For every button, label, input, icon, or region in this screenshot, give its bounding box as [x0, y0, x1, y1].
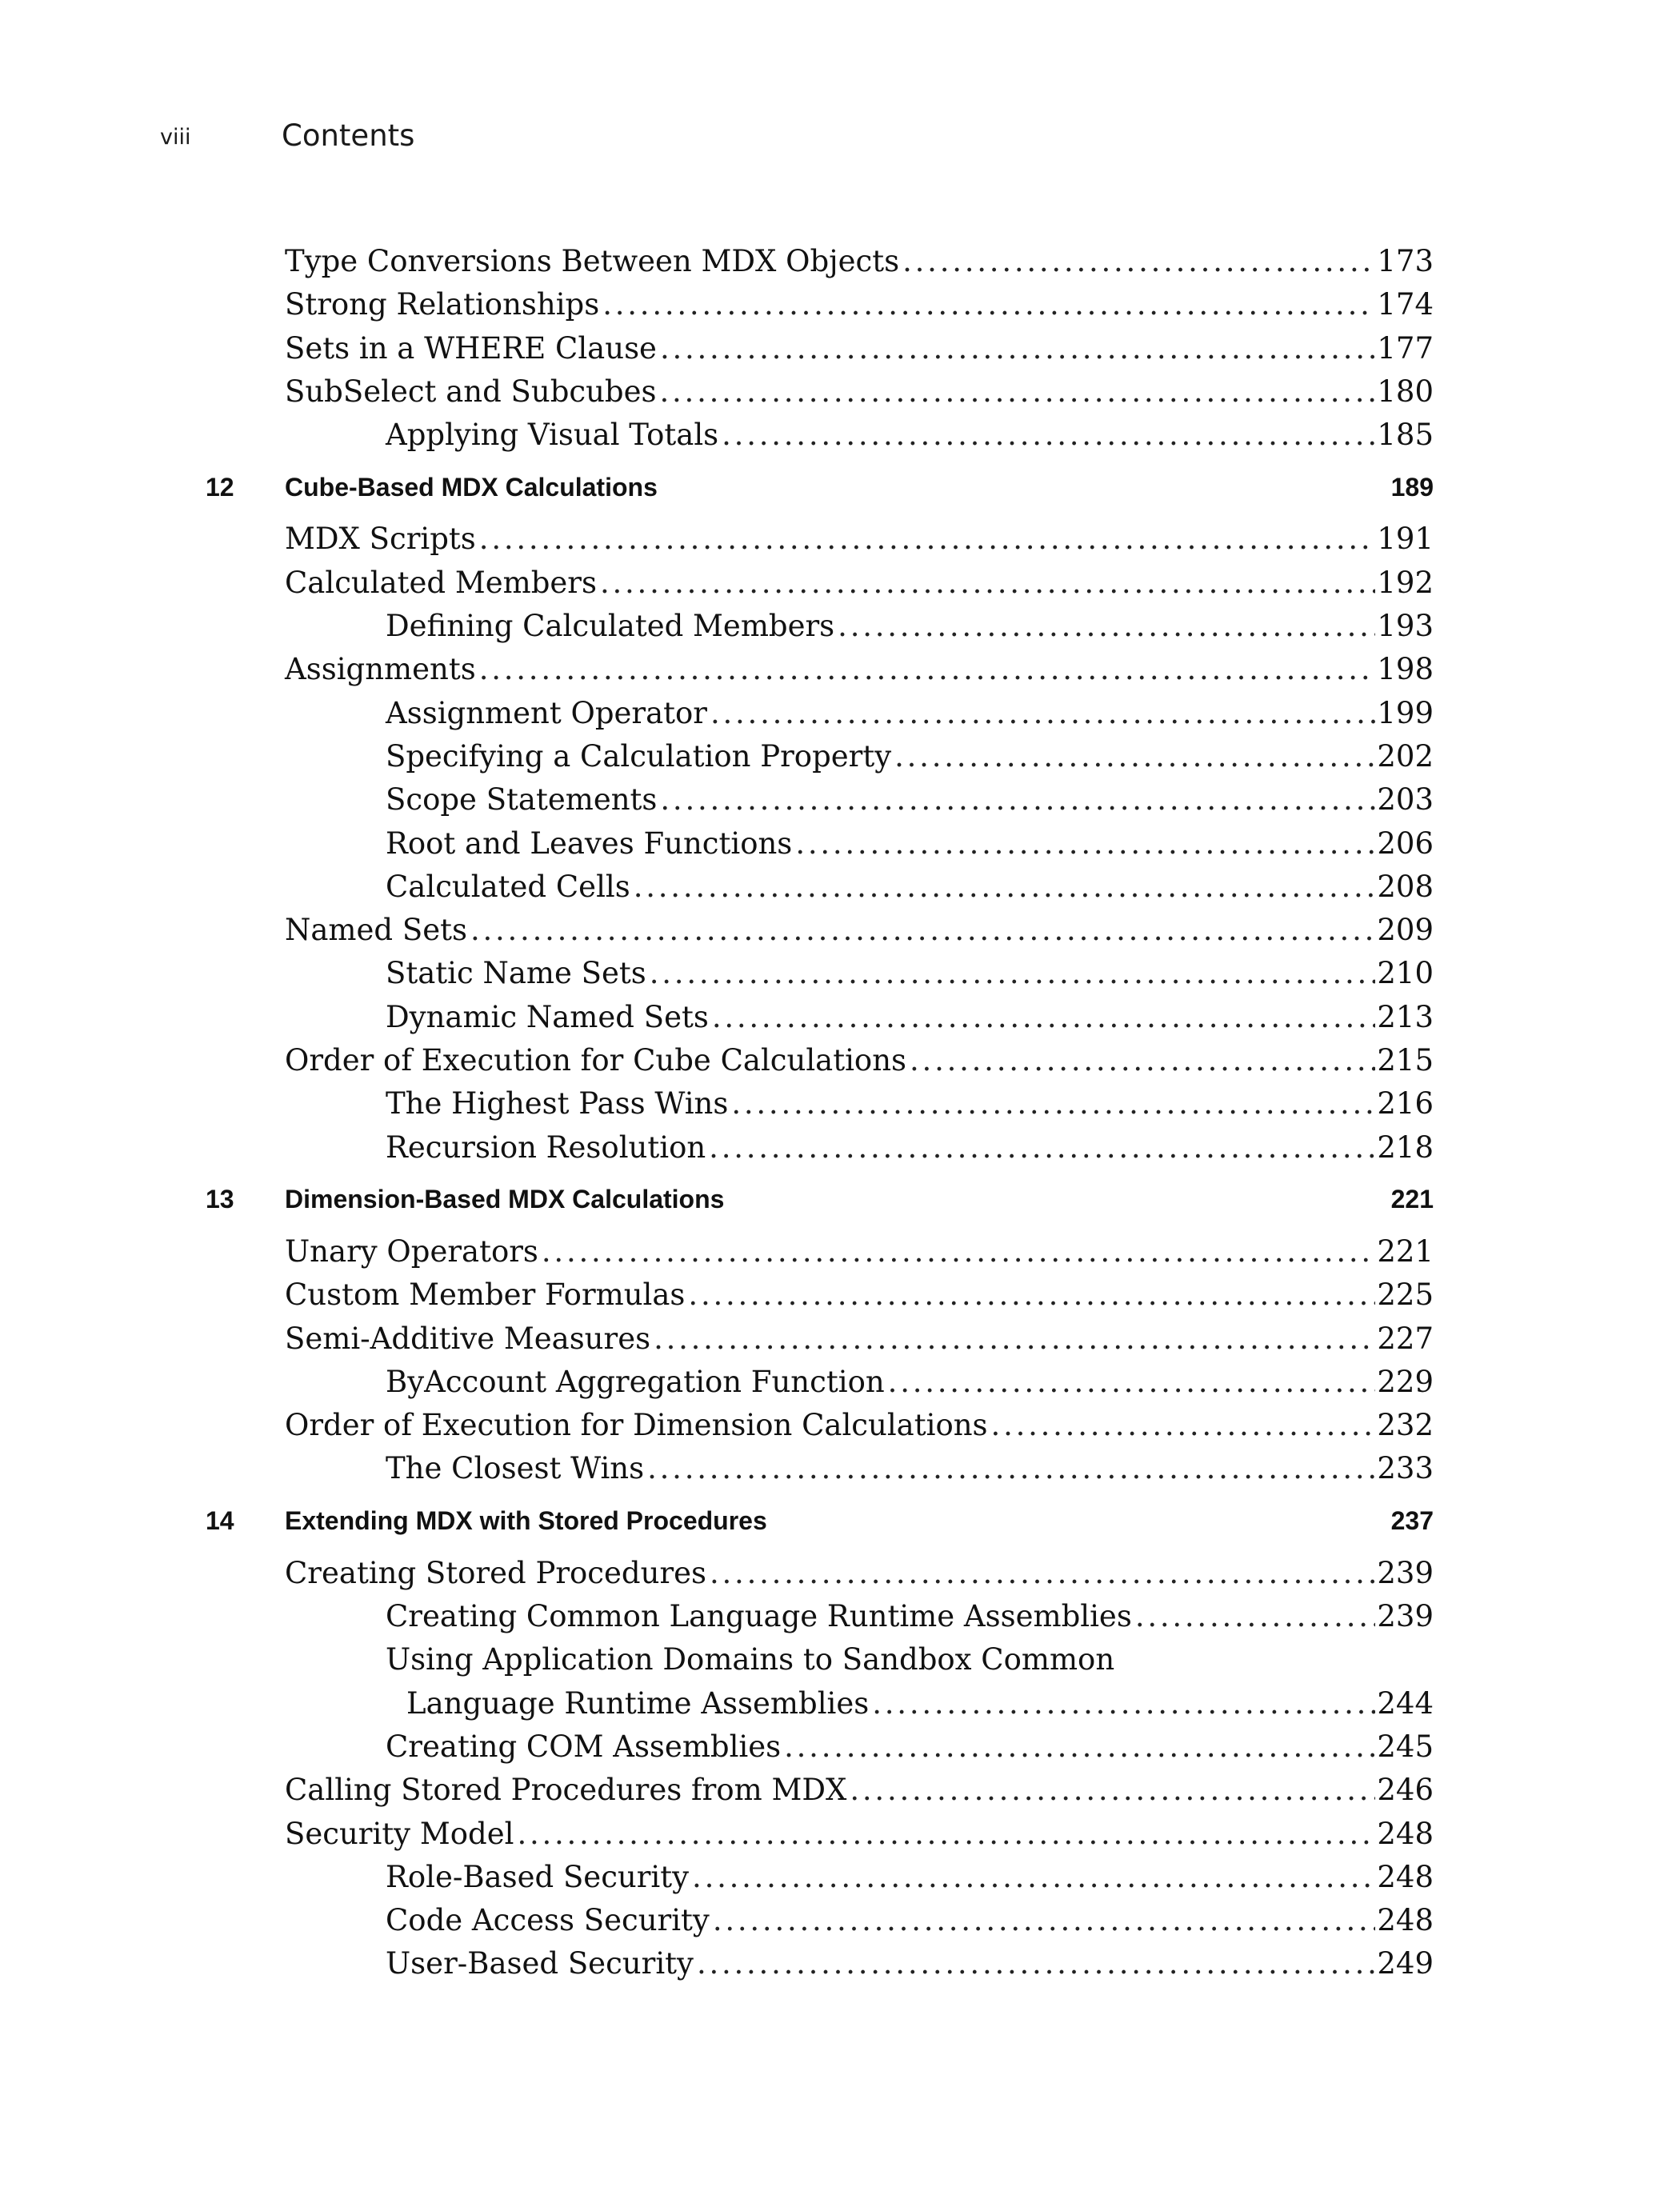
toc-entry-page: 185	[1377, 418, 1434, 453]
chapter-page: 189	[1390, 472, 1434, 502]
toc-entry-title: SubSelect and Subcubes	[285, 374, 657, 409]
toc-entry-title: Root and Leaves Functions	[386, 826, 793, 861]
toc-entry[interactable]	[285, 952, 1434, 995]
dot-leader	[688, 1273, 1375, 1317]
toc-entry-title: Semi-Additive Measures	[285, 1321, 651, 1356]
running-head: Contents	[282, 118, 415, 153]
dot-leader	[838, 605, 1375, 648]
toc-entry-title: Security Model	[285, 1816, 514, 1851]
toc-entry-page: 227	[1377, 1321, 1434, 1356]
dot-leader	[470, 909, 1375, 952]
toc-entry-page: 208	[1377, 869, 1434, 904]
chapter-heading[interactable]	[206, 1491, 1434, 1552]
dot-leader	[709, 1126, 1375, 1169]
toc-entry-page: 225	[1377, 1277, 1434, 1313]
toc-entry-title: Role-Based Security	[386, 1859, 690, 1894]
toc-entry-title: Specifying a Calculation Property	[386, 738, 892, 774]
toc-entry[interactable]	[285, 1725, 1434, 1769]
chapter-heading[interactable]	[206, 1169, 1434, 1230]
toc-entry-page: 249	[1377, 1946, 1434, 1981]
toc-entry-title: Defining Calculated Members	[386, 609, 835, 644]
toc-entry-page: 198	[1377, 652, 1434, 687]
toc-entry[interactable]	[285, 778, 1434, 822]
toc-entry-title: Applying Visual Totals	[386, 418, 719, 453]
toc-entry[interactable]	[285, 1813, 1434, 1856]
dot-leader	[731, 1082, 1375, 1125]
dot-leader	[542, 1230, 1375, 1273]
toc-entry-page: 246	[1377, 1773, 1434, 1808]
toc-entry-title: Assignment Operator	[386, 695, 707, 730]
dot-leader	[710, 1552, 1375, 1595]
toc-entry[interactable]	[285, 866, 1434, 909]
toc-entry-page: 248	[1377, 1903, 1434, 1938]
toc-entry[interactable]	[285, 240, 1434, 283]
toc-entry-page: 239	[1377, 1599, 1434, 1634]
toc-entry-page: 218	[1377, 1129, 1434, 1165]
toc-entry-page: 215	[1377, 1043, 1434, 1078]
toc-entry-continuation[interactable]	[285, 1682, 1434, 1725]
toc-entry[interactable]	[285, 370, 1434, 414]
toc-entry-title: Recursion Resolution	[386, 1129, 706, 1165]
toc-entry-title: The Closest Wins	[386, 1451, 645, 1486]
toc-entry-title: The Highest Pass Wins	[386, 1086, 729, 1121]
chapter-title: Extending MDX with Stored Procedures	[285, 1506, 767, 1536]
page-number: viii	[160, 125, 191, 150]
toc-entry-page: 180	[1377, 374, 1434, 409]
toc-entry-title: Assignments	[285, 652, 476, 687]
table-of-contents	[206, 240, 1434, 1986]
toc-entry-title: Creating Stored Procedures	[285, 1555, 707, 1590]
toc-entry[interactable]	[285, 1899, 1434, 1942]
toc-entry-page: 210	[1377, 956, 1434, 991]
toc-entry[interactable]	[285, 1039, 1434, 1082]
toc-entry[interactable]	[285, 1769, 1434, 1812]
toc-entry[interactable]	[285, 605, 1434, 648]
toc-entry-title: Static Name Sets	[386, 956, 646, 991]
toc-entry-title: Calculated Members	[285, 565, 597, 600]
dot-leader	[722, 414, 1375, 457]
toc-entry[interactable]	[285, 1447, 1434, 1490]
dot-leader	[654, 1317, 1375, 1361]
chapter-number: 13	[206, 1185, 234, 1214]
dot-leader	[692, 1856, 1375, 1899]
dot-leader	[888, 1361, 1376, 1404]
chapter-number: 12	[206, 472, 234, 502]
toc-entry-page: 216	[1377, 1086, 1434, 1121]
dot-leader	[712, 996, 1376, 1039]
toc-entry[interactable]	[285, 518, 1434, 561]
toc-entry-page: 239	[1377, 1555, 1434, 1590]
dot-leader	[713, 1899, 1376, 1942]
dot-leader	[710, 692, 1375, 735]
toc-entry-title: Order of Execution for Cube Calculations	[285, 1043, 907, 1078]
toc-entry-page: 191	[1377, 522, 1434, 557]
toc-entry-title: Code Access Security	[386, 1903, 710, 1938]
dot-leader	[872, 1682, 1375, 1725]
toc-entry-page: 233	[1377, 1451, 1434, 1486]
toc-entry[interactable]	[285, 1856, 1434, 1899]
toc-entry-title: MDX Scripts	[285, 522, 476, 557]
dot-leader	[517, 1813, 1375, 1856]
toc-entry[interactable]	[285, 1361, 1434, 1404]
chapter-page: 221	[1390, 1185, 1434, 1214]
toc-entry-page: 203	[1377, 782, 1434, 818]
chapter-number: 14	[206, 1506, 234, 1536]
toc-entry-page: 245	[1377, 1729, 1434, 1764]
toc-entry-title: Named Sets	[285, 913, 467, 948]
toc-entry[interactable]	[285, 1552, 1434, 1595]
dot-leader	[910, 1039, 1375, 1082]
dot-leader	[660, 778, 1375, 822]
toc-entry-page: 248	[1377, 1816, 1434, 1851]
toc-entry-page: 248	[1377, 1859, 1434, 1894]
toc-entry[interactable]	[285, 1317, 1434, 1361]
toc-entry[interactable]	[285, 1404, 1434, 1447]
toc-entry[interactable]	[285, 1230, 1434, 1273]
chapter-page: 237	[1390, 1506, 1434, 1536]
toc-entry[interactable]	[285, 648, 1434, 691]
dot-leader	[602, 283, 1375, 326]
dot-leader	[650, 952, 1376, 995]
toc-entry[interactable]	[285, 1942, 1434, 1985]
toc-entry[interactable]	[285, 1273, 1434, 1317]
toc-entry-page: 199	[1377, 695, 1434, 730]
toc-entry[interactable]	[285, 996, 1434, 1039]
toc-entry-title: Language Runtime Assemblies	[406, 1685, 870, 1721]
dot-leader	[697, 1942, 1375, 1985]
toc-entry-title: Scope Statements	[386, 782, 658, 818]
dot-leader	[894, 735, 1375, 778]
toc-entry-page: 229	[1377, 1364, 1434, 1399]
toc-entry[interactable]	[285, 909, 1434, 952]
toc-entry-title: User-Based Security	[386, 1946, 694, 1981]
toc-entry-title: Order of Execution for Dimension Calculations	[285, 1408, 988, 1443]
toc-entry-page: 206	[1377, 826, 1434, 861]
chapter-heading[interactable]	[206, 457, 1434, 518]
toc-entry[interactable]	[285, 735, 1434, 778]
dot-leader	[660, 327, 1375, 370]
toc-entry[interactable]	[285, 283, 1434, 326]
toc-entry-title: Dynamic Named Sets	[386, 999, 709, 1034]
dot-leader	[784, 1725, 1375, 1769]
toc-entry-page: 209	[1377, 913, 1434, 948]
toc-entry[interactable]	[285, 1126, 1434, 1169]
toc-entry-page: 213	[1377, 999, 1434, 1034]
toc-entry[interactable]	[285, 414, 1434, 457]
dot-leader	[634, 866, 1376, 909]
toc-entry-page: 177	[1377, 330, 1434, 366]
toc-entry-title: Sets in a WHERE Clause	[285, 330, 657, 366]
toc-entry-page: 192	[1377, 565, 1434, 600]
toc-entry-page: 232	[1377, 1408, 1434, 1443]
dot-leader	[902, 240, 1375, 283]
chapter-title: Cube-Based MDX Calculations	[285, 472, 658, 502]
toc-entry-title: Custom Member Formulas	[285, 1277, 686, 1313]
dot-leader	[647, 1447, 1375, 1490]
toc-entry[interactable]	[285, 1638, 1434, 1681]
toc-entry[interactable]	[285, 1082, 1434, 1125]
toc-entry-page: 202	[1377, 738, 1434, 774]
toc-entry[interactable]	[285, 327, 1434, 370]
toc-entry-title: Type Conversions Between MDX Objects	[285, 244, 900, 278]
toc-entry[interactable]	[285, 562, 1434, 605]
toc-entry-title: ByAccount Aggregation Function	[386, 1364, 885, 1399]
dot-leader	[479, 648, 1376, 691]
toc-entry-title: Creating COM Assemblies	[386, 1729, 782, 1764]
dot-leader	[850, 1769, 1375, 1812]
dot-leader	[795, 822, 1375, 866]
toc-entry-title: Using Application Domains to Sandbox Common	[386, 1642, 1115, 1677]
toc-entry[interactable]	[285, 822, 1434, 866]
dot-leader	[660, 370, 1376, 414]
dot-leader	[1135, 1595, 1376, 1638]
toc-entry-page: 193	[1377, 609, 1434, 644]
chapter-title: Dimension-Based MDX Calculations	[285, 1185, 725, 1214]
toc-entry-page: 174	[1377, 287, 1434, 322]
toc-entry-page: 173	[1377, 244, 1434, 278]
dot-leader	[600, 562, 1375, 605]
toc-entry[interactable]	[285, 1595, 1434, 1638]
toc-entry-page: 244	[1377, 1685, 1434, 1721]
toc-entry-page: 221	[1377, 1233, 1434, 1269]
toc-entry-title: Strong Relationships	[285, 287, 600, 322]
toc-entry-title: Unary Operators	[285, 1233, 538, 1269]
dot-leader	[479, 518, 1376, 561]
toc-entry-title: Calculated Cells	[386, 869, 630, 904]
toc-entry-title: Calling Stored Procedures from MDX	[285, 1773, 847, 1808]
dot-leader	[991, 1404, 1376, 1447]
toc-entry[interactable]	[285, 692, 1434, 735]
toc-entry-title: Creating Common Language Runtime Assemblies	[386, 1599, 1132, 1634]
